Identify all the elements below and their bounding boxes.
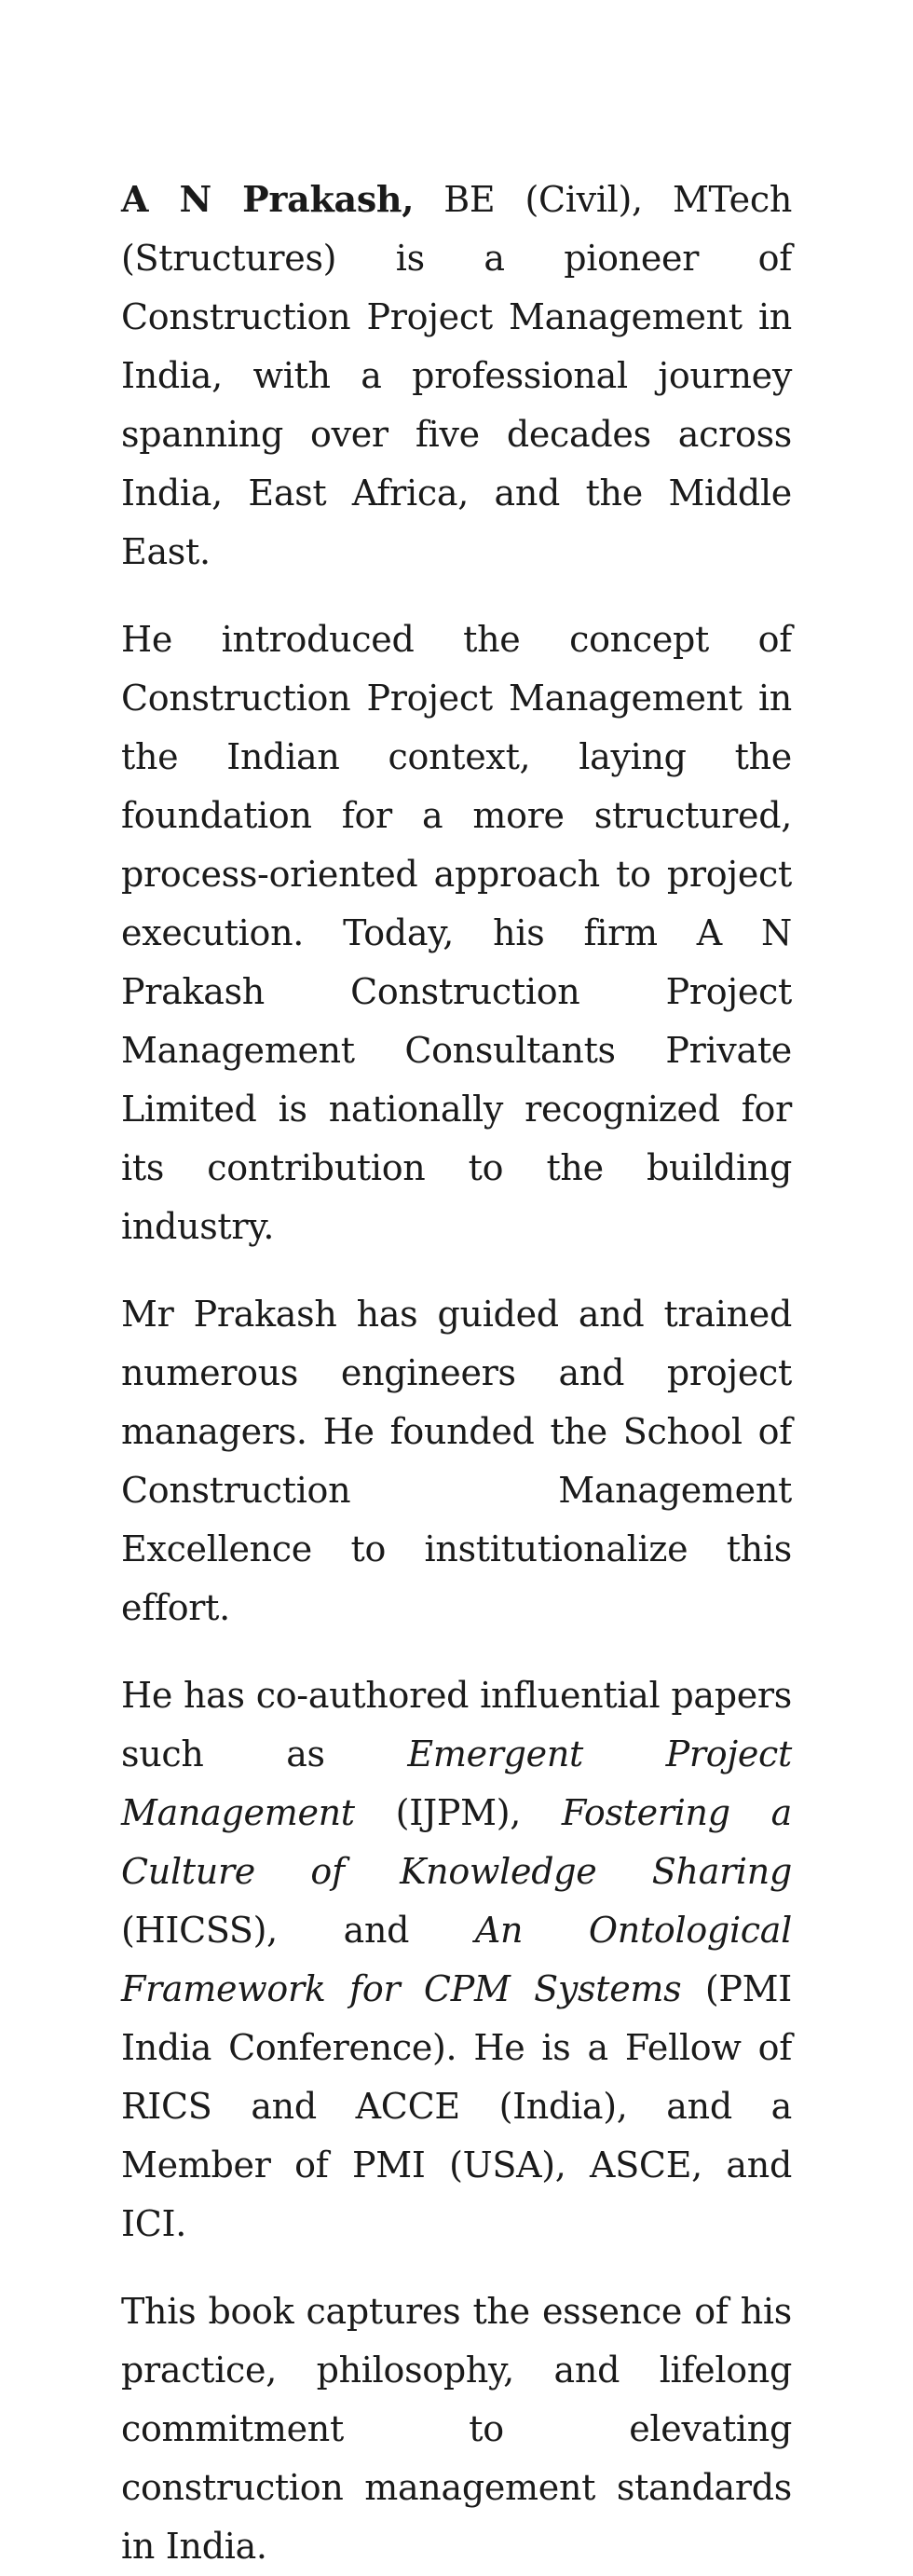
bio-paragraph-4-text-2: (IJPM), [354,1792,562,1833]
author-bio [121,170,792,2576]
bio-paragraph-4-text-1: He has co-authored influential papers such as [121,1675,792,1774]
author-name: A N Prakash, [121,178,415,220]
bio-paragraph-4-text-4: (PMI India Conference). He is a Fellow of RICS and ACCE (India), and a Member of PMI (USA), ASCE, and ICI. [121,1968,792,2244]
bio-paragraph-4 [121,1666,792,2254]
paper-title-3: An Ontological Framework for CPM Systems [121,1910,792,2009]
bio-paragraph-1-text: BE (Civil), MTech (Structures) is a pioneer of Construction Project Management in India, with a professional journey spanning over five decades across India, East Africa, and the Middle East. [121,179,792,572]
paper-title-1: Emergent Project Management [121,1733,792,1833]
paper-title-2: Fostering a Culture of Knowledge Sharing [121,1792,792,1892]
bio-paragraph-4-text-3: (HICSS), and [121,1910,475,1951]
bio-paragraph-2: He introduced the concept of Construction Project Management in the Indian context, laying the foundation for a more structured, process-oriented approach to project execution. Today, his firm A N Prakash Construction Project Management Consultants Private Limited is nationally recognized for its contribution to the building industry. [121,619,792,1247]
bio-paragraph-3: Mr Prakash has guided and trained numerous engineers and project managers. He founded the School of Construction Management Excellence to institutionalize this effort. [121,1294,792,1628]
bio-paragraph-5: This book captures the essence of his practice, philosophy, and lifelong commitment to elevating construction management standards in India. [121,2291,792,2567]
bio-paragraph-1 [121,170,792,582]
